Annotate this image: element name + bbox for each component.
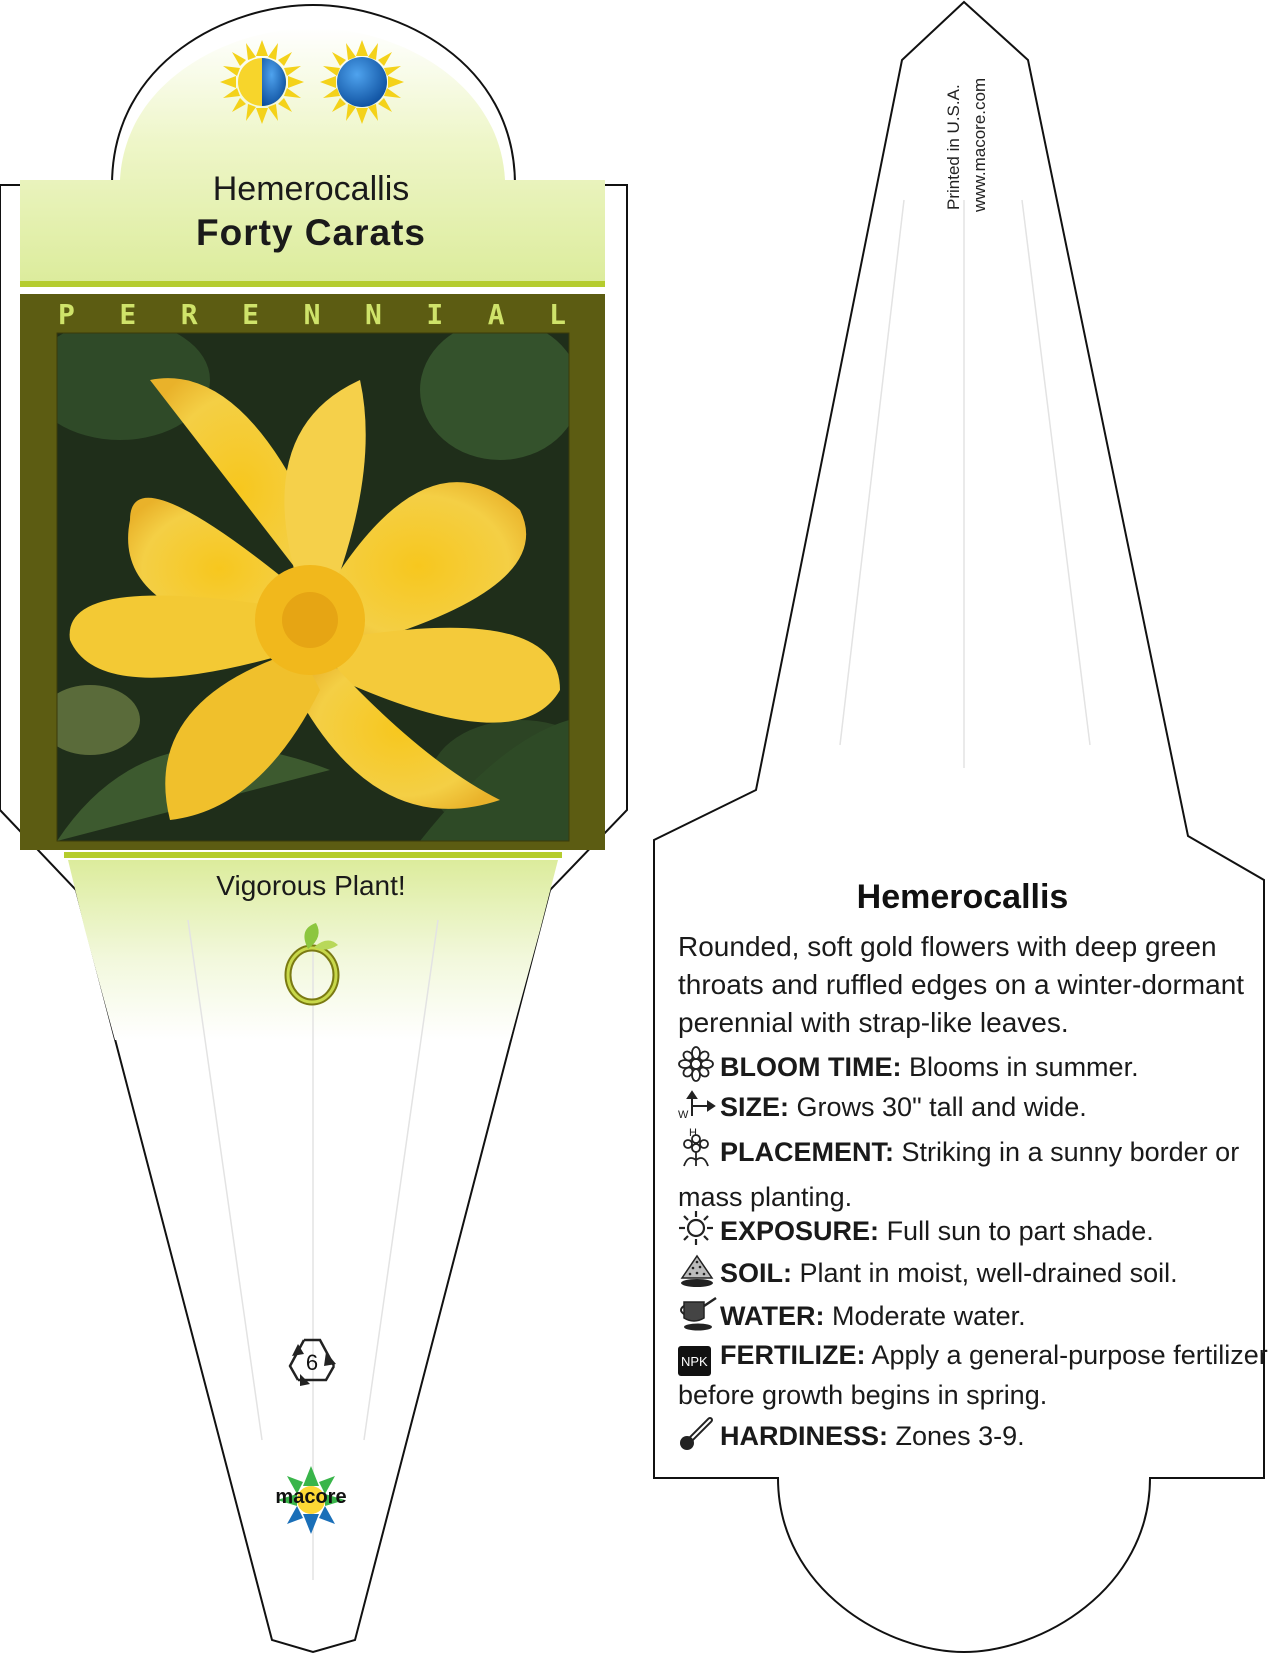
recycle-code: 6 <box>305 1350 319 1375</box>
exposure-row <box>678 1210 1268 1256</box>
fertilize-row <box>678 1336 1268 1414</box>
category-letter: R <box>180 298 198 331</box>
size-label: SIZE: <box>720 1092 790 1122</box>
exposure-label: EXPOSURE: <box>720 1216 880 1247</box>
category-letter: E <box>119 298 137 331</box>
fertilize-label: FERTILIZE: <box>720 1340 866 1370</box>
size-icon <box>678 1090 720 1139</box>
placement-icon <box>678 1130 720 1178</box>
cultivar-name: Forty Carats <box>196 212 426 253</box>
hardiness-row <box>678 1414 1268 1462</box>
back-title: Hemerocallis <box>856 878 1069 916</box>
bloom-time-row <box>678 1046 1268 1092</box>
hardiness-label: HARDINESS: <box>720 1421 889 1452</box>
soil-row <box>678 1252 1268 1298</box>
category-letter: A <box>487 298 505 331</box>
bloom-time-icon <box>678 1046 720 1092</box>
bloom-time-text: Blooms in summer. <box>909 1052 1139 1083</box>
bloom-time-label: BLOOM TIME: <box>720 1052 902 1083</box>
hardiness-icon <box>678 1414 720 1462</box>
genus-name: Hemerocallis <box>212 170 410 208</box>
npk-badge: NPK <box>678 1346 711 1376</box>
size-row <box>678 1088 1268 1139</box>
soil-text: Plant in moist, well-drained soil. <box>799 1258 1178 1289</box>
category-letter: N <box>303 298 321 331</box>
category-letter: N <box>364 298 382 331</box>
water-label: WATER: <box>720 1301 825 1332</box>
size-w-label: W <box>678 1108 689 1121</box>
size-h-label: H <box>689 1126 697 1139</box>
category-letter: E <box>242 298 260 331</box>
category-letter: P <box>58 298 75 331</box>
website: www.macore.com <box>970 77 989 212</box>
size-text: Grows 30" tall and wide. <box>796 1092 1087 1122</box>
exposure-icon <box>678 1210 720 1256</box>
soil-icon <box>678 1252 720 1298</box>
brand-name: macore <box>275 1486 347 1508</box>
placement-text: Striking in a sunny border or mass planting. <box>678 1137 1240 1212</box>
fertilize-icon <box>678 1338 720 1376</box>
soil-label: SOIL: <box>720 1258 792 1289</box>
printed-note: Printed in U.S.A. <box>944 84 963 210</box>
water-row <box>678 1294 1268 1342</box>
placement-row <box>678 1130 1268 1216</box>
fertilize-text: Apply a general-purpose fertilizer before growth begins in spring. <box>678 1340 1268 1410</box>
placement-label: PLACEMENT: <box>720 1137 894 1168</box>
exposure-text: Full sun to part shade. <box>886 1216 1154 1247</box>
description: Rounded, soft gold flowers with deep green throats and ruffled edges on a winter-dormant perennial with strap-like leaves. <box>678 931 1245 1038</box>
water-icon <box>678 1294 720 1342</box>
category-letter: I <box>426 298 444 331</box>
category-letter: L <box>549 298 566 331</box>
tagline: Vigorous Plant! <box>216 870 406 901</box>
hardiness-text: Zones 3-9. <box>895 1421 1025 1452</box>
water-text: Moderate water. <box>832 1301 1026 1332</box>
